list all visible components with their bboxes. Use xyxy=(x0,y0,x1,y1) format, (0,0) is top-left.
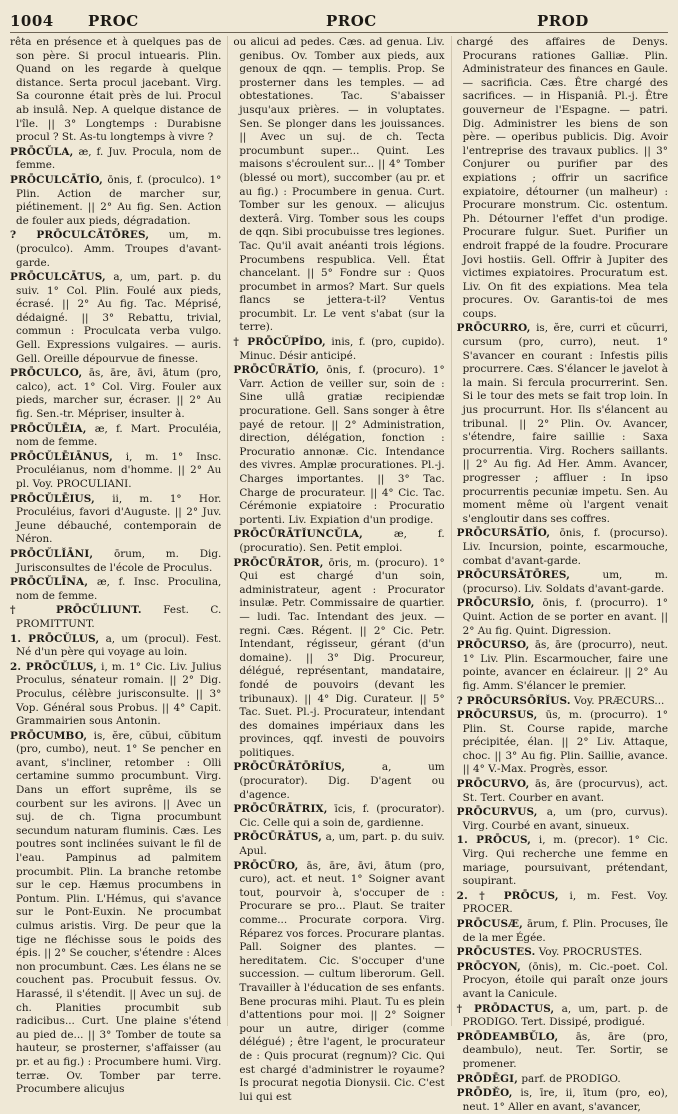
entry-definition: ii, m. 1° Hor. Proculéius, favori d'Auguste. || 2° Juv. Jeune débauché, contemporain de Néron. xyxy=(16,492,222,546)
entry-headword: PRŌCŪRĀTĬO, xyxy=(233,364,320,377)
dictionary-entry xyxy=(10,548,221,575)
entry-definition: ūs, m. (procurro). 1° Plin. St. Course rapide, marche précipitée, élan. || 2° Liv. Attaque, choc. || 3° Au fig. Plin. Saillie, avance. || 4° V.-Max. Progrès, essor. xyxy=(462,709,668,776)
entry-headword: PRŌCŪRO, xyxy=(233,859,299,872)
entry-headword: PRŌDEAMBŬLO, xyxy=(456,1030,559,1043)
entry-headword: PRŌCŬLĒIĀNUS, xyxy=(10,450,113,463)
dictionary-entry xyxy=(457,639,668,693)
entry-definition: Voy. PROCRUSTES. xyxy=(538,946,643,959)
entry-headword: PRŌCURVUS, xyxy=(456,806,538,819)
dictionary-entry xyxy=(457,527,668,568)
entry-definition: rêta en présence et à quelques pas de son père. Si procul intuearis. Plin. Quand on les regarde à quelque distance. Serta procul jacebant. Virg. Sa couronne était près de lui. Procul ab insulâ. Nep. A quelque distance de l'île. || 3° Longtemps : Durabisne procul ? St. As-tu longtemps à vivre ? xyxy=(10,36,222,144)
dictionary-entry xyxy=(233,860,444,1105)
dictionary-entry xyxy=(457,36,668,321)
page-header xyxy=(10,10,668,33)
dictionary-entry xyxy=(457,695,668,709)
entry-headword: PRŌCŬLĬĀNI, xyxy=(10,547,94,560)
dictionary-entry xyxy=(10,146,221,173)
dictionary-entry xyxy=(457,890,668,917)
dictionary-entry xyxy=(457,569,668,596)
entry-definition: i, m. Fest. Voy. PROCER. xyxy=(462,889,668,916)
entry-headword: PRŌCURSĀTŌRES, xyxy=(456,569,571,582)
entry-headword: PRŌCULCĀTĬO, xyxy=(10,173,103,186)
dictionary-entry xyxy=(457,834,668,888)
dictionary-entry xyxy=(10,661,221,729)
entry-definition: a, um (procul). Fest. Né d'un père qui voyage au loin. xyxy=(16,632,222,659)
dictionary-entry xyxy=(457,597,668,638)
dictionary-entry xyxy=(457,709,668,777)
entry-headword: PRŌCURSĀTĬO, xyxy=(456,527,551,540)
dictionary-entry xyxy=(233,557,444,761)
dictionary-entry xyxy=(10,604,221,631)
dictionary-entry xyxy=(233,36,444,335)
entry-definition: īcis, f. (procurator). Cic. Celle qui a soin de, gardienne. xyxy=(239,803,445,829)
dictionary-entry xyxy=(10,730,221,1097)
dictionary-entry xyxy=(457,946,668,960)
entry-headword: PRŌCULCĀTUS, xyxy=(10,271,106,284)
entry-definition: ōnis, f. (procurro). 1° Quint. Action de se porter en avant. || 2° Au fig. Quint. Digression. xyxy=(462,597,668,637)
entry-headword: 2. PRŌCŬLUS, xyxy=(10,660,98,673)
entry-definition: æ, f. Mart. Proculéia, nom de femme. xyxy=(16,422,222,449)
entry-headword: PRŌDĒGI, xyxy=(456,1072,519,1085)
entry-definition: i, m. (precor). 1° Cic. Virg. Qui recherche une femme en mariage, poursuivant, prétendant, soupirant. xyxy=(462,834,668,888)
entry-headword: PRŌCURSUS, xyxy=(456,709,538,722)
entry-headword: PRŌCURSĬO, xyxy=(456,597,535,610)
entry-definition: æ, f. Insc. Proculina, nom de femme. xyxy=(16,576,222,602)
entry-headword: PRŌCŬLĒIUS, xyxy=(10,492,95,505)
entry-headword: † PRŌCŬLIUNT. xyxy=(10,604,142,617)
dictionary-entry xyxy=(457,1073,668,1087)
entry-definition: ou alicui ad pedes. Cæs. ad genua. Liv. genibus. Ov. Tomber aux pieds, aux genoux de qqn. — templis. Prop. Se prosterner dans les temples. — ad obtestationes. Tac. S'abaisser jusqu'aux prières. — in voluptates. Sen. Se plonger dans les jouissances. || Avec un suj. de ch. Tecta procumbunt super... Quint. Les maisons s'écroulent sur... || 4° Tomber (blessé ou mort), succomber (au pr. et au fig.) : Procumbere in genua. Curt. Tomber sur les genoux. — alicujus dexterâ. Virg. Tomber sous les coups de qqn. Sibi procubuisse tres legiones. Tac. Qu'il avait anéanti trois légions. Procumbens respublica. Vell. État chancelant. || 5° Fondre sur : Quos procumbet in armos? Mart. Sur quels flancs se jettera-t-il? Ventus procumbit. Lr. Le vent s'abat (sur la terre). xyxy=(233,36,445,334)
entry-headword: 1. PRŌCUS, xyxy=(456,834,532,847)
entry-definition: ōnis, f. (procuro). 1° Varr. Action de veiller sur, soin de : Sine ullâ gratiæ recipiendæ procuratione. Gell. Sans songer à être payé de retour. || 2° Administration, direction, délégation, fonction : Procuratio annonæ. Cic. Intendance des vivres. Amplæ procurationes. Pl.-j. Charges importantes. || 3° Tac. Charge de procurateur. || 4° Cic. Tac. Cérémonie expiatoire : Procuratio portenti. Liv. Expiation d'un prodige. xyxy=(239,364,445,526)
column-middle xyxy=(227,36,445,1103)
entry-definition: ōris, m. (procuro). 1° Qui est chargé d'un soin, administrateur, agent : Procurator insulæ. Petr. Commissaire de quartier. — ludi. Tac. Intendant des jeux. — regni. Cæs. Régent. || 2° Cic. Petr. Intendant, régisseur, gérant (d'un domaine). || 3° Dig. Procureur, délégué, représentant, mandataire, fondé de pouvoirs (devant les tribunaux). || 4° Dig. Curateur. || 5° Tac. Suet. Pl.-j. Procurateur, intendant des domaines impériaux dans les provinces, qqf. investi de pouvoirs politiques. xyxy=(239,556,445,759)
entry-definition: ōrum, m. Dig. Jurisconsultes de l'école de Proculus. xyxy=(16,547,222,574)
entry-definition: ōnis, f. (procurso). Liv. Incursion, pointe, escarmouche, combat d'avant-garde. xyxy=(462,527,668,567)
entry-definition: ās, āre (pro, deambulo), neut. Ter. Sortir, se promener. xyxy=(462,1030,668,1070)
entry-headword: PRŌCŪRĀTUS, xyxy=(233,831,323,844)
dictionary-entry xyxy=(10,36,221,145)
entry-definition: ārum, f. Plin. Procuses, île de la mer Égée. xyxy=(462,918,668,944)
entry-definition: inis, f. (pro, cupido). Minuc. Désir anticipé. xyxy=(239,336,445,362)
dictionary-entry xyxy=(10,423,221,450)
entry-definition: um, m. (procurso). Liv. Soldats d'avant-garde. xyxy=(462,569,668,595)
dictionary-entry xyxy=(457,1031,668,1072)
entry-definition: a, um, part. p. de PRODIGO. Tert. Dissipé, prodigué. xyxy=(462,1002,668,1029)
entry-definition: a, um (procurator). Dig. D'agent ou d'agence. xyxy=(239,761,445,801)
entry-definition: æ, f. (procuratio). Sen. Petit emploi. xyxy=(239,528,445,554)
entry-definition: a, um, part. p. du suiv. 1° Col. Plin. Foulé aux pieds, écrasé. || 2° Au fig. Tac. Méprisé, dédaigné. || 3° Rebattu, trivial, commun : Proculcata verba vulgo. Gell. Expressions vulgaires. — auris. Gell. Oreille dépourvue de finesse. xyxy=(16,271,222,365)
dictionary-entry xyxy=(457,1003,668,1030)
entry-headword: PRŌCŪRĀTŌRĬUS, xyxy=(233,761,346,774)
entry-headword: PRŌCUSÆ, xyxy=(456,918,523,930)
dictionary-entry xyxy=(10,451,221,492)
dictionary-entry xyxy=(10,229,221,270)
entry-definition: i, m. 1° Cic. Liv. Julius Proculus, sénateur romain. || 2° Dig. Proculus, célèbre jurisconsulte. || 3° Vop. Général sous Probus. || 4° Capit. Grammairien sous Antonin. xyxy=(16,660,222,728)
entry-headword: PRŌCURRO, xyxy=(456,322,531,335)
entry-headword: PRŌCYON, xyxy=(456,960,521,973)
column-right xyxy=(451,36,668,1113)
guide-word-right: PROD xyxy=(537,12,589,30)
entry-headword: PRŌCŬLĪNA, xyxy=(10,576,89,589)
entry-headword: † PRŌDACTUS, xyxy=(456,1002,555,1015)
dictionary-entry xyxy=(10,576,221,603)
entry-headword: PRŌCŪRĀTĬUNCŬLA, xyxy=(233,528,363,541)
dictionary-entry xyxy=(233,761,444,802)
entry-definition: a, um (pro, curvus). Virg. Courbé en avant, sinueux. xyxy=(462,806,668,832)
dictionary-entry xyxy=(10,174,221,228)
dictionary-entry xyxy=(233,364,444,527)
dictionary-entry xyxy=(457,806,668,833)
entry-headword: PRŌCŪRĀTOR, xyxy=(233,556,324,569)
entry-headword: PRŌCUSTES. xyxy=(456,946,536,959)
dictionary-entry xyxy=(10,367,221,421)
entry-definition: ās, āre (procurro), neut. 1° Liv. Plin. Escarmoucher, faire une pointe, avancer en éclaireur. || 2° Au fig. Amm. S'élancer le premier. xyxy=(462,639,668,692)
dictionary-entry xyxy=(457,918,668,945)
dictionary-entry xyxy=(233,528,444,555)
guide-word-middle: PROC xyxy=(326,12,377,30)
entry-headword: PRŌCULCO, xyxy=(10,367,83,380)
dictionary-entry xyxy=(457,961,668,1002)
dictionary-entry xyxy=(457,1087,668,1114)
entry-definition: parf. de PRODIGO. xyxy=(521,1072,621,1085)
dictionary-entry xyxy=(10,271,221,366)
entry-definition: i, m. 1° Insc. Proculéianus, nom d'homme. || 2° Au pl. Voy. PROCULIANI. xyxy=(16,450,222,490)
dictionary-entry xyxy=(457,778,668,805)
entry-definition: ās, āre (procurvus), act. St. Tert. Courber en avant. xyxy=(462,778,668,804)
entry-definition: is, īre, ii, ītum (pro, eo), neut. 1° Aller en avant, s'avancer, xyxy=(462,1087,668,1113)
entry-headword: PRŌCŬLĒIA, xyxy=(10,422,87,435)
entry-definition: a, um, part. p. du suiv. Apul. xyxy=(239,831,445,858)
dictionary-entry xyxy=(457,322,668,526)
entry-headword: PRŌDĔO, xyxy=(456,1087,513,1100)
page-number: 1004 xyxy=(10,12,54,30)
entry-definition: Fest. C. PROMITTUNT. xyxy=(16,604,222,630)
entry-headword: 2. † PRŌCUS, xyxy=(456,889,559,902)
dictionary-entry xyxy=(233,831,444,858)
dictionary-entry xyxy=(233,336,444,363)
guide-word-left: PROC xyxy=(88,12,139,30)
text-columns xyxy=(10,36,668,1113)
entry-headword: PRŌCUMBO, xyxy=(10,729,88,742)
entry-definition: Voy. PRÆCURS... xyxy=(574,694,665,707)
entry-definition: ās, āre, āvi, ātum (pro, curo), act. et neut. 1° Soigner avant tout, pourvoir à, s'occuper de : Procurare se pro... Plaut. Se traiter comme... Procurate corpora. Virg. Réparez vos forces. Procurare plantas. Pall. Soigner des plantes. — hereditatem. Cic. S'occuper d'une succession. — cultum liberorum. Gell. Travailler à l'éducation de ses enfants. Bene procuras mihi. Plaut. Tu es plein d'attentions pour moi. || 2° Soigner pour un autre, diriger (comme délégué) ; être l'agent, le procurateur de : Quis procurat (regnum)? Cic. Qui est chargé d'administrer le royaume? Is procurat negotia Dionysii. Cic. C'est lui qui est xyxy=(239,859,445,1103)
dictionary-entry xyxy=(10,633,221,660)
entry-headword: † PRŌCŬPĬDO, xyxy=(233,336,326,349)
entry-definition: is, ĕre, curri et cŭcurri, cursum (pro, curro), neut. 1° S'avancer en courant : Infestis pilis procurrere. Cæs. S'élancer le javelot à la main. Si fercula procurrerint. Sen. Si le tour des mets se fait trop loin. In jus procurrunt. Hor. Ils s'élancent au tribunal. || 2° Plin. Ov. Avancer, s'étendre, faire saillie : Saxa procurrentia. Virg. Rochers saillants. || 2° Au fig. Ad Her. Amm. Avancer, progresser ; affluer : In ipso procurrentis pecuniæ impetu. Sen. Au moment même où l'argent venait s'engloutir dans ses coffres. xyxy=(462,322,668,525)
entry-definition: ōnis, f. (proculco). 1° Plin. Action de marcher sur, piétinement. || 2° Au fig. Sen. Action de fouler aux pieds, dégradation. xyxy=(16,173,222,227)
entry-headword: ? PRŌCURSŌRĬUS. xyxy=(456,694,571,707)
entry-definition: æ, f. Juv. Procula, nom de femme. xyxy=(16,145,222,172)
entry-definition: (ōnis), m. Cic.-poet. Col. Procyon, étoile qui paraît onze jours avant la Canicule. xyxy=(462,960,668,1000)
entry-headword: PRŌCURVO, xyxy=(456,778,530,791)
entry-headword: 1. PRŌCŬLUS, xyxy=(10,632,100,645)
dictionary-entry xyxy=(10,493,221,547)
entry-headword: PRŌCURSO, xyxy=(456,639,530,652)
entry-definition: is, ĕre, cŭbui, cŭbitum (pro, cumbo), neut. 1° Se pencher en avant, s'incliner, retomber : Olli certamine summo procumbunt. Virg. Dans un effort suprême, ils se courbent sur les avirons. || Avec un suj. de ch. Tigna procumbunt secundum naturam fluminis. Cæs. Les poutres sont inclinées suivant le fil de l'eau. Pampinus ad palmitem procumbit. Plin. La branche retombe sur le cep. Hæmus procumbens in Pontum. Plin. L'Hémus, qui s'avance sur le Pont-Euxin. Ne procumbat culmus aristis. Virg. De peur que la tige ne fléchisse sous le poids des épis. || 2° Se coucher, s'étendre : Alces non procumbunt. Cæs. Les élans ne se couchent pas. Procubuit fessus. Ov. Harassé, il s'étendit. || Avec un suj. de ch. Planities procumbit sub radicibus... Curt. Une plaine s'étend au pied de... || 3° Tomber de toute sa hauteur, se prosterner, s'affaisser (au pr. et au fig.) : Procumbere humi. Virg. terræ. Ov. Tomber par terre. Procumbere alicujus xyxy=(16,729,222,1096)
dictionary-entry xyxy=(233,803,444,830)
entry-definition: um, m. (proculco). Amm. Troupes d'avant-garde. xyxy=(16,229,222,269)
entry-headword: ? PRŌCULCĀTŌRES, xyxy=(10,229,150,242)
column-left xyxy=(10,36,222,1096)
entry-headword: PRŌCŬLA, xyxy=(10,145,74,158)
entry-headword: PRŌCŪRĀTRIX, xyxy=(233,803,328,816)
entry-definition: chargé des affaires de Denys. Procurans rationes Galliæ. Plin. Administrateur des finances en Gaule. — sacrificia. Cæs. Être chargé des sacrifices. — in Hispaniâ. Pl.-j. Être gouverneur de l'Espagne. — patri. Dig. Administrer les biens de son père. — operibus publicis. Dig. Avoir l'entreprise des travaux publics. || 3° Conjurer ou purifier par des expiations ; offrir un sacrifice expiatoire, détourner (un malheur) : Procurare monstrum. Cic. ostentum. Ph. Détourner l'effet d'un prodige. Procurare fulgur. Suet. Purifier un endroit frappé de la foudre. Procurare Jovi hostiis. Gell. Offrir à Jupiter des victimes expiatoires. Procuratum est. Liv. On fit des expiations. Mea tela procures. Ov. Garantis-toi de mes coups. xyxy=(456,36,668,320)
entry-definition: ās, āre, āvi, ātum (pro, calco), act. 1° Col. Virg. Fouler aux pieds, marcher sur, écraser. || 2° Au fig. Sen.-tr. Mépriser, insulter à. xyxy=(16,367,222,421)
